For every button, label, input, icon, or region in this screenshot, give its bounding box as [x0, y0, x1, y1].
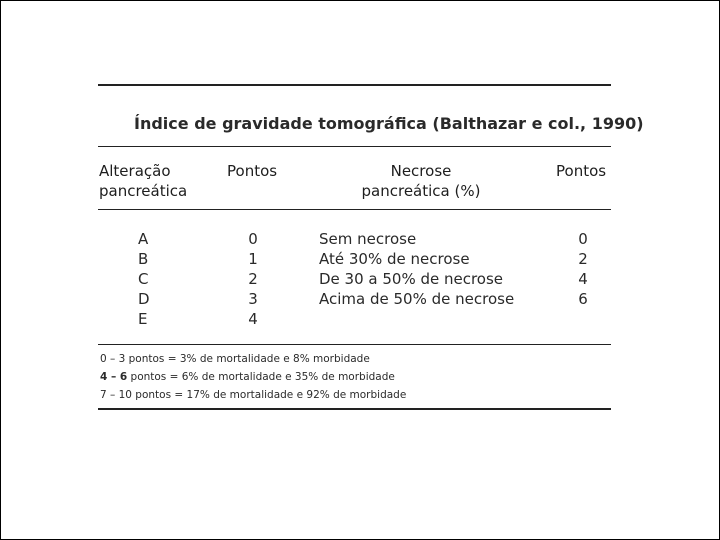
grade-d-points: 3 [248, 290, 258, 308]
header-necrose-line1: Necrose [390, 162, 452, 180]
body-rule [98, 344, 611, 345]
header-alteracao [99, 161, 187, 201]
grade-b-points: 1 [248, 250, 258, 268]
footnote-2-range: 4 – 6 [100, 371, 128, 383]
footnote-1-range: 0 – 3 [100, 353, 126, 365]
necrose-row-1: Até 30% de necrose [319, 250, 470, 268]
grade-a: A [138, 230, 149, 248]
grade-b: B [138, 250, 149, 268]
necrose-row-3: Acima de 50% de necrose [319, 290, 515, 308]
table-col-necrose-points [571, 229, 595, 309]
header-necrose-line2: pancreática (%) [361, 182, 481, 200]
grade-e-points: 4 [248, 310, 258, 328]
footnote-2-text: pontos = 6% de mortalidade e 35% de morbidade [127, 371, 395, 383]
footnote-1-text: pontos = 3% de mortalidade e 8% morbidade [125, 353, 370, 365]
header-pontos-2: Pontos [556, 162, 607, 180]
header-pontos-1: Pontos [227, 162, 278, 180]
table-col-necrose [319, 229, 514, 309]
table-col-grade-points [241, 229, 265, 329]
footnote-3-text: pontos = 17% de mortalidade e 92% de morbidade [131, 389, 407, 401]
footnote-1 [100, 352, 370, 366]
necrose-row-0: Sem necrose [319, 230, 417, 248]
table-row-grade [138, 229, 150, 329]
footnote-2 [100, 370, 395, 384]
necrose-row-3-points: 6 [578, 290, 588, 308]
header-alteracao-line2: pancreática [99, 182, 188, 200]
necrose-row-0-points: 0 [578, 230, 588, 248]
footnote-3-range: 7 – 10 [100, 389, 132, 401]
footnote-3 [100, 388, 406, 402]
title-rule [98, 146, 611, 147]
bottom-rule [98, 408, 611, 410]
necrose-row-2: De 30 a 50% de necrose [319, 270, 504, 288]
necrose-row-2-points: 4 [578, 270, 588, 288]
grade-e: E [138, 310, 148, 328]
grade-d: D [138, 290, 150, 308]
grade-c-points: 2 [248, 270, 258, 288]
header-rule [98, 209, 611, 210]
header-alteracao-line1: Alteração [99, 162, 171, 180]
grade-c: C [138, 270, 149, 288]
table-title: Índice de gravidade tomográfica (Balthazar e col., 1990) [134, 114, 644, 133]
header-necrose [321, 161, 521, 201]
grade-a-points: 0 [248, 230, 258, 248]
necrose-row-1-points: 2 [578, 250, 588, 268]
top-rule [98, 84, 611, 86]
